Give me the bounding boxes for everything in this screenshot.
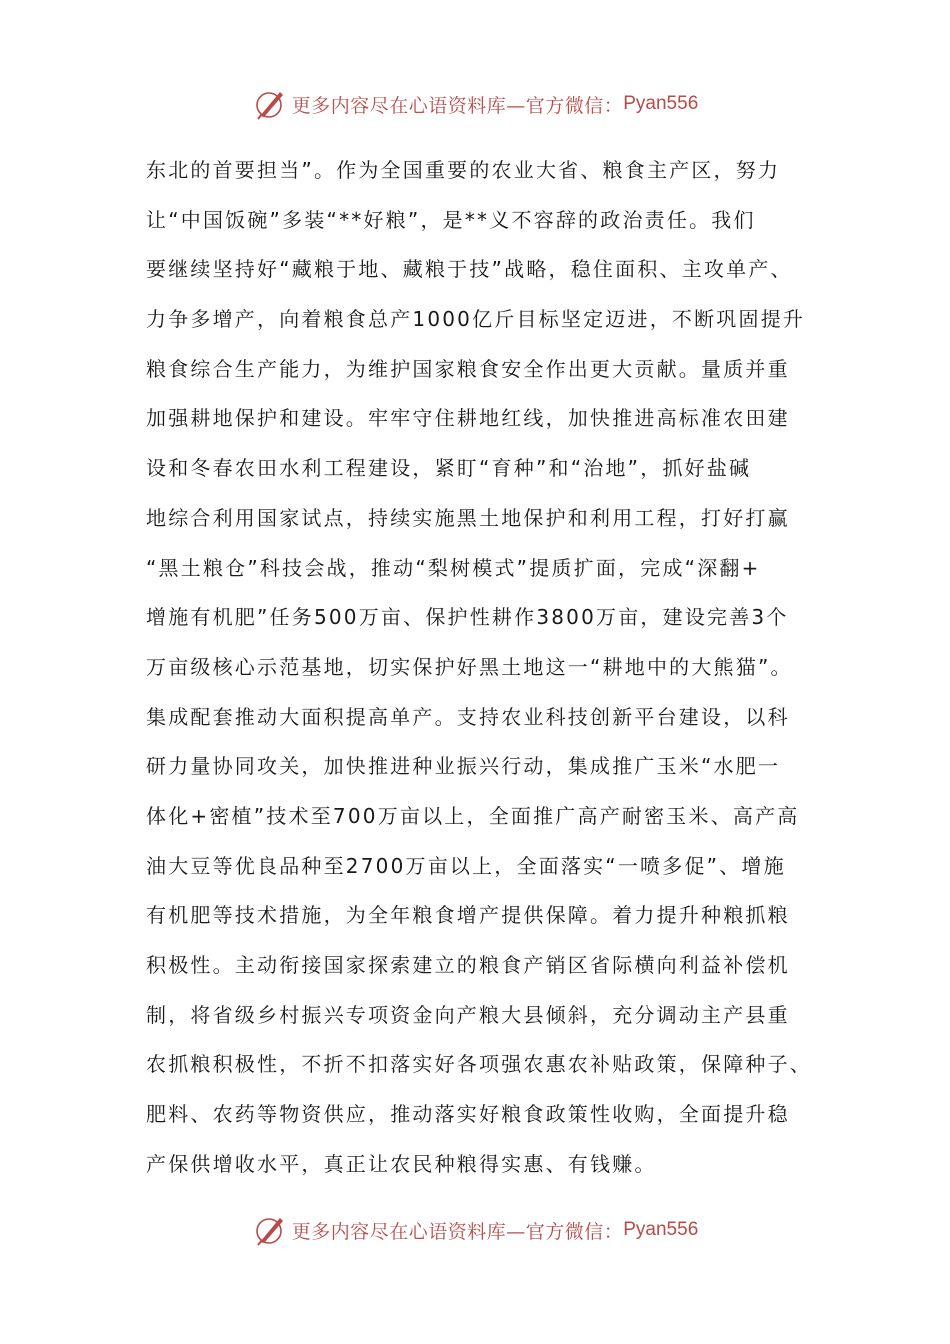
text-line: 集成配套推动大面积提高单产。支持农业科技创新平台建设，以科 — [146, 704, 790, 729]
text-line: “黑土粮仓”科技会战，推动“梨树模式”提质扩面，完成“深翻+ — [146, 555, 761, 580]
text-line: 油大豆等优良品种至2700万亩以上，全面落实“一喷多促”、增施 — [146, 853, 786, 878]
text-line: 万亩级核心示范基地，切实保护好黑土地这一“耕地中的大熊猫”。 — [146, 654, 793, 679]
text-line: 体化+密植”技术至700万亩以上，全面推广高产耐密玉米、高产高 — [146, 803, 800, 828]
document-body — [146, 146, 826, 1189]
text-line: 让“中国饭碗”多装“**好粮”，是**义不容辞的政治责任。我们 — [146, 207, 756, 232]
text-line: 增施有机肥”任务500万亩、保护性耕作3800万亩，建设完善3个 — [146, 605, 789, 630]
text-line: 产保供增收水平，真正让农民种粮得实惠、有钱赚。 — [146, 1151, 657, 1176]
text-line: 地综合利用国家试点，持续实施黑土地保护和利用工程，打好打赢 — [146, 505, 790, 530]
quill-logo-icon — [252, 86, 288, 122]
text-line: 力争多增产，向着粮食总产1000亿斤目标坚定迈进，不断巩固提升 — [146, 307, 806, 332]
banner-text: 更多内容尽在心语资料库—官方微信： — [291, 1220, 624, 1243]
banner-wechat-id: Pyan556 — [623, 93, 699, 114]
text-line: 东北的首要担当”。作为全国重要的农业大省、粮食主产区，努力 — [146, 158, 781, 182]
text-line: 加强耕地保护和建设。牢牢守住耕地红线，加快推进高标准农田建 — [146, 406, 790, 431]
text-line: 制，将省级乡村振兴专项资金向产粮大县倾斜，充分调动主产县重 — [146, 1002, 790, 1027]
text-line: 积极性。主动衔接国家探索建立的粮食产销区省际横向利益补偿机 — [146, 953, 790, 977]
banner-text: 更多内容尽在心语资料库—官方微信： — [291, 94, 624, 117]
text-line: 粮食综合生产能力，为维护国家粮食安全作出更大贡献。量质并重 — [146, 356, 790, 381]
text-line: 要继续坚持好“藏粮于地、藏粮于技”战略，稳住面积、主攻单产、 — [146, 257, 793, 282]
text-line: 设和冬春农田水利工程建设，紧盯“育种”和“治地”，抓好盐碱 — [146, 456, 752, 481]
header-watermark-banner — [0, 82, 950, 126]
footer-watermark-banner — [0, 1208, 950, 1252]
text-line: 肥料、农药等物资供应，推动落实好粮食政策性收购，全面提升稳 — [146, 1102, 790, 1127]
banner-wechat-id: Pyan556 — [623, 1219, 699, 1240]
quill-logo-icon — [252, 1212, 288, 1248]
text-line: 研力量协同攻关，加快推进种业振兴行动，集成推广玉米“水肥一 — [146, 754, 781, 779]
text-line: 有机肥等技术措施，为全年粮食增产提供保障。着力提升种粮抓粮 — [146, 903, 790, 928]
text-line: 农抓粮积极性，不折不扣落实好各项强农惠农补贴政策，保障种子、 — [146, 1052, 812, 1077]
